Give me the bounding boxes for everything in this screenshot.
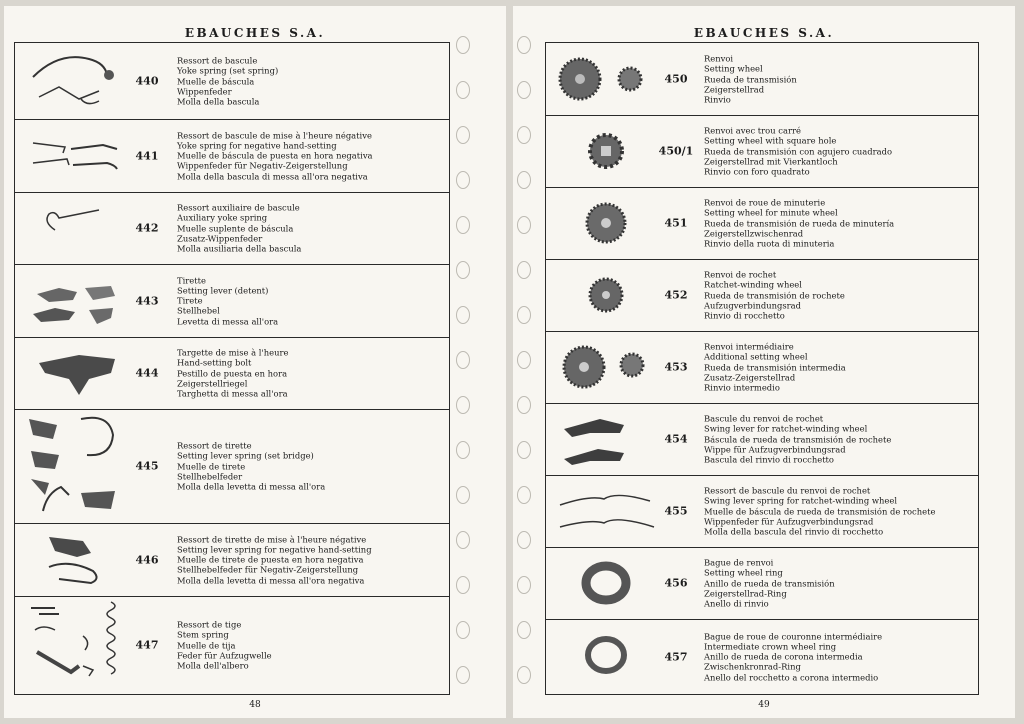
part-names — [704, 269, 845, 320]
catalog-page-right — [513, 6, 1015, 718]
name-english: Setting wheel ring — [704, 567, 783, 578]
name-french: Renvoi intermédiaire — [704, 341, 794, 352]
part-number: 452 — [664, 288, 688, 302]
part-names — [177, 440, 325, 491]
name-english: Swing lever spring for ratchet-winding wheel — [704, 495, 898, 506]
catalog-entry — [15, 264, 449, 338]
name-italian: Molla dell'albero — [177, 660, 249, 671]
part-image-negative-yoke-spring — [19, 119, 129, 192]
name-italian: Molla della bascula di messa all'ora negativa — [177, 170, 368, 181]
part-number: 455 — [664, 504, 688, 518]
part-number: 450/1 — [658, 144, 694, 158]
part-names — [177, 202, 301, 253]
part-names — [177, 130, 373, 181]
name-german: Stellhebel — [177, 305, 220, 316]
part-image-crown-wheel-ring — [550, 619, 660, 694]
name-spanish: Muelle de tirete de puesta en hora negativa — [177, 554, 364, 565]
part-image-setting-wheel-minute — [550, 187, 660, 259]
part-number: 447 — [135, 638, 159, 652]
name-french: Tirette — [177, 274, 206, 285]
name-spanish: Rueda de transmisión de rochete — [704, 289, 845, 300]
name-spanish: Muelle suplente de báscula — [177, 222, 294, 233]
catalog-entry — [15, 337, 449, 410]
part-names — [704, 341, 846, 392]
name-german: Wippenfeder für Aufzugverbindungsrad — [704, 516, 874, 527]
catalog-entry — [15, 43, 449, 120]
name-french: Renvoi — [704, 53, 734, 64]
part-image-swing-lever-spring — [550, 475, 660, 547]
part-names — [704, 631, 882, 682]
part-number: 457 — [664, 650, 688, 663]
part-number: 445 — [135, 459, 159, 473]
name-french: Renvoi de rochet — [704, 269, 777, 280]
name-italian: Targhetta di messa all'ora — [177, 388, 288, 399]
name-spanish: Anillo de rueda de corona intermedia — [704, 651, 863, 662]
catalog-entry — [546, 331, 978, 404]
part-number: 442 — [135, 221, 159, 235]
part-number: 446 — [135, 553, 159, 566]
part-number: 444 — [135, 366, 159, 380]
catalog-entry — [15, 523, 449, 597]
part-names — [177, 534, 372, 585]
catalog-entry — [546, 43, 978, 116]
name-italian: Molla della bascula — [177, 96, 260, 107]
name-italian: Rinvio di rocchetto — [704, 310, 785, 321]
name-french: Bague de renvoi — [704, 557, 774, 568]
catalog-entry — [546, 619, 978, 694]
part-image-negative-setting-lever-spring — [19, 523, 129, 596]
name-italian: Molla della bascula del rinvio di rocchetto — [704, 526, 884, 537]
part-image-auxiliary-yoke-spring — [19, 192, 129, 264]
name-spanish: Rueda de transmisión — [704, 73, 797, 84]
catalog-entry — [546, 115, 978, 188]
part-names — [177, 619, 272, 670]
name-spanish: Tirete — [177, 295, 203, 306]
name-english: Setting lever (detent) — [177, 285, 269, 296]
name-german: Zwischenkronrad-Ring — [704, 661, 801, 672]
part-image-additional-setting-wheel — [550, 331, 660, 403]
part-image-setting-wheel-ring — [550, 547, 660, 619]
name-german: Zeigerstellriegel — [177, 378, 248, 389]
part-names — [177, 55, 278, 106]
name-spanish: Muelle de báscula — [177, 75, 255, 86]
name-english: Intermediate crown wheel ring — [704, 641, 837, 652]
page-header: EBAUCHES S.A. — [184, 26, 326, 40]
name-german: Feder für Aufzugwelle — [177, 650, 272, 661]
name-italian: Rinvio intermedio — [704, 382, 780, 393]
name-french: Targette de mise à l'heure — [177, 347, 289, 358]
name-french: Ressort auxiliaire de bascule — [177, 202, 300, 213]
name-english: Swing lever for ratchet-winding wheel — [704, 423, 868, 434]
catalog-entry — [546, 475, 978, 548]
part-number: 454 — [664, 432, 688, 446]
name-french: Ressort de bascule de mise à l'heure négative — [177, 129, 372, 140]
part-image-ratchet-winding-wheel — [550, 259, 660, 331]
name-english: Setting lever spring (set bridge) — [177, 450, 314, 461]
name-italian: Molla della levetta di messa all'ora negativa — [177, 574, 365, 585]
name-french: Ressort de bascule — [177, 55, 258, 66]
page-header: EBAUCHES S.A. — [693, 26, 835, 40]
name-italian: Anello di rinvio — [704, 598, 769, 609]
name-italian: Levetta di messa all'ora — [177, 315, 279, 326]
name-german: Zeigerstellzwischenrad — [704, 228, 804, 239]
part-number: 443 — [135, 294, 159, 307]
part-names — [704, 53, 797, 104]
name-spanish: Muelle de tija — [177, 639, 236, 650]
name-german: Wippenfeder — [177, 86, 232, 97]
part-number: 441 — [135, 149, 159, 162]
part-names — [704, 485, 935, 536]
name-german: Wippenfeder für Negativ-Zeigerstellung — [177, 160, 348, 171]
name-french: Renvoi avec trou carré — [704, 125, 801, 136]
part-names — [704, 125, 892, 176]
name-german: Zeigerstellrad — [704, 84, 765, 95]
part-number: 456 — [664, 576, 688, 590]
name-spanish: Rueda de transmisión de rueda de minutería — [704, 217, 895, 228]
catalog-entry — [546, 187, 978, 260]
name-spanish: Rueda de transmisión intermedia — [704, 361, 846, 372]
part-number: 451 — [664, 216, 688, 230]
name-french: Ressort de tirette de mise à l'heure négative — [177, 533, 367, 544]
name-german: Wippe für Aufzugverbindungsrad — [704, 444, 846, 455]
part-image-setting-lever-spring — [19, 409, 129, 523]
binder-holes — [517, 36, 537, 711]
part-names — [704, 413, 891, 464]
part-image-hand-setting-bolt — [19, 337, 129, 409]
name-french: Ressort de tirette — [177, 440, 252, 451]
part-image-setting-wheel-square-hole — [550, 115, 660, 187]
name-italian: Rinvio della ruota di minuteria — [704, 238, 835, 249]
name-italian: Rinvio con foro quadrato — [704, 166, 810, 177]
name-english: Setting wheel — [704, 63, 763, 74]
name-german: Zusatz-Wippenfeder — [177, 233, 263, 244]
page-number: 48 — [249, 700, 261, 710]
name-german: Zusatz-Zeigerstellrad — [704, 372, 796, 383]
name-spanish: Muelle de báscula de rueda de transmisión de rochete — [704, 505, 936, 516]
part-image-stem-spring — [19, 596, 129, 694]
part-names — [704, 197, 894, 248]
name-english: Yoke spring (set spring) — [177, 65, 279, 76]
name-italian: Bascula del rinvio di rocchetto — [704, 454, 834, 465]
part-names — [177, 275, 278, 326]
name-english: Setting wheel for minute wheel — [704, 207, 838, 218]
part-image-yoke-spring — [19, 43, 129, 119]
name-spanish: Báscula de rueda de transmisión de rochete — [704, 433, 892, 444]
name-spanish: Rueda de transmisión con agujero cuadrado — [704, 145, 893, 156]
name-german: Stellhebelfeder — [177, 471, 243, 482]
name-english: Additional setting wheel — [704, 351, 808, 362]
part-names — [704, 557, 835, 608]
name-german: Aufzugverbindungsrad — [704, 300, 801, 311]
catalog-entry — [15, 119, 449, 193]
name-italian: Rinvio — [704, 94, 731, 105]
part-number: 450 — [664, 72, 688, 86]
part-number: 440 — [135, 74, 159, 88]
name-spanish: Pestillo de puesta en hora — [177, 367, 288, 378]
name-italian: Anello del rocchetto a corona intermedio — [704, 671, 879, 682]
name-italian: Molla ausiliaria della bascula — [177, 243, 302, 254]
name-french: Renvoi de roue de minuterie — [704, 197, 826, 208]
name-german: Stellhebelfeder für Negativ-Zeigerstellung — [177, 564, 359, 575]
catalog-entry — [15, 596, 449, 694]
catalog-entry — [546, 403, 978, 476]
part-image-setting-wheel — [550, 43, 660, 115]
name-spanish: Muelle de tirete — [177, 460, 246, 471]
name-german: Zeigerstellrad mit Vierkantloch — [704, 156, 838, 167]
catalog-page-left — [4, 6, 506, 718]
name-english: Ratchet-winding wheel — [704, 279, 802, 290]
name-english: Setting wheel with square hole — [704, 135, 837, 146]
parts-table — [14, 42, 450, 695]
part-number: 453 — [664, 360, 688, 374]
name-french: Ressort de tige — [177, 619, 242, 630]
name-italian: Molla della levetta di messa all'ora — [177, 481, 326, 492]
catalog-entry — [546, 259, 978, 332]
name-english: Yoke spring for negative hand-setting — [177, 140, 337, 151]
name-german: Zeigerstellrad-Ring — [704, 588, 787, 599]
name-french: Bague de roue de couronne intermédiaire — [704, 630, 883, 641]
binder-holes — [456, 36, 476, 711]
name-french: Ressort de bascule du renvoi de rochet — [704, 485, 871, 496]
part-names — [177, 347, 288, 398]
page-number: 49 — [758, 700, 770, 710]
name-english: Stem spring — [177, 629, 229, 640]
name-english: Setting lever spring for negative hand-setting — [177, 544, 372, 555]
catalog-entry — [546, 547, 978, 620]
name-english: Auxiliary yoke spring — [177, 212, 268, 223]
part-image-swing-lever — [550, 403, 660, 475]
part-image-setting-lever — [19, 264, 129, 337]
catalog-entry — [15, 192, 449, 265]
name-spanish: Anillo de rueda de transmisión — [704, 577, 835, 588]
name-french: Bascule du renvoi de rochet — [704, 413, 824, 424]
name-english: Hand-setting bolt — [177, 357, 252, 368]
name-spanish: Muelle de báscula de puesta en hora negativa — [177, 150, 373, 161]
parts-table — [545, 42, 979, 695]
catalog-entry — [15, 409, 449, 524]
